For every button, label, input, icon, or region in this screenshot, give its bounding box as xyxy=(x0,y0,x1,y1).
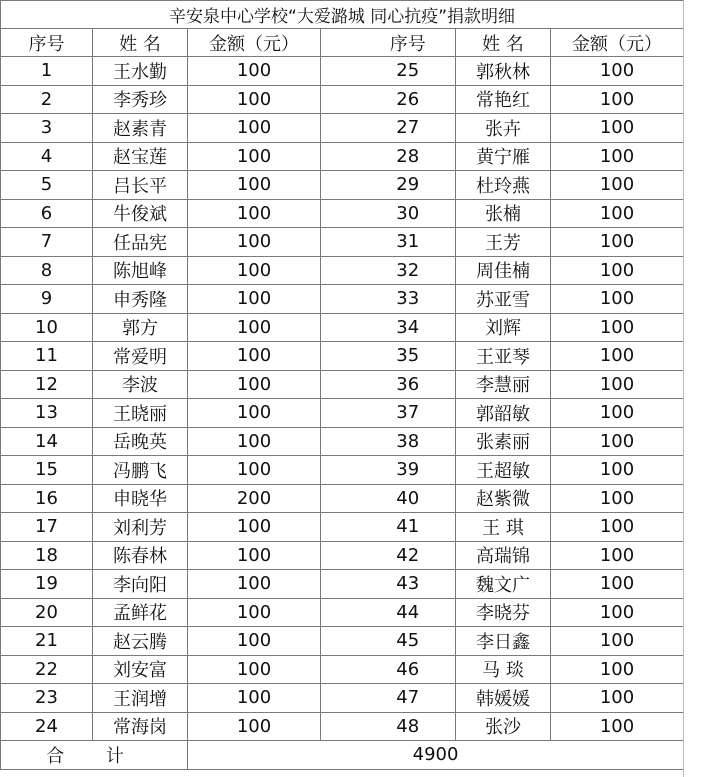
spacer-cell xyxy=(321,570,361,599)
name-cell-left: 李波 xyxy=(93,370,188,399)
name-cell-right: 李晓芬 xyxy=(456,598,551,627)
name-cell-left: 冯鹏飞 xyxy=(93,456,188,485)
name-cell-left: 陈旭峰 xyxy=(93,256,188,285)
header-amount-left: 金额（元） xyxy=(188,29,321,57)
amount-cell-right: 100 xyxy=(551,199,684,228)
table-row xyxy=(1,541,684,570)
seq-cell-left: 23 xyxy=(1,684,93,713)
total-value: 4900 xyxy=(188,741,684,770)
name-cell-left: 常爱明 xyxy=(93,342,188,371)
name-cell-right: 李日鑫 xyxy=(456,627,551,656)
table-row xyxy=(1,598,684,627)
table-title: 辛安泉中心学校“大爱潞城 同心抗疫”捐款明细 xyxy=(1,1,684,29)
total-row xyxy=(1,741,684,770)
seq-cell-left: 15 xyxy=(1,456,93,485)
header-amount-right: 金额（元） xyxy=(551,29,684,57)
name-cell-left: 王水勤 xyxy=(93,57,188,86)
seq-cell-right: 46 xyxy=(361,655,456,684)
seq-cell-left: 21 xyxy=(1,627,93,656)
total-label: 合 计 xyxy=(1,741,188,770)
name-cell-right: 周佳楠 xyxy=(456,256,551,285)
spacer-cell xyxy=(321,85,361,114)
table-row xyxy=(1,399,684,428)
seq-cell-left: 3 xyxy=(1,114,93,143)
table-row xyxy=(1,456,684,485)
name-cell-right: 张沙 xyxy=(456,712,551,741)
name-cell-right: 张卉 xyxy=(456,114,551,143)
name-cell-left: 王晓丽 xyxy=(93,399,188,428)
amount-cell-left: 200 xyxy=(188,484,321,513)
amount-cell-right: 100 xyxy=(551,627,684,656)
spacer-cell xyxy=(321,342,361,371)
name-cell-left: 刘安富 xyxy=(93,655,188,684)
spacer-cell xyxy=(321,456,361,485)
seq-cell-right: 28 xyxy=(361,142,456,171)
amount-cell-left: 100 xyxy=(188,57,321,86)
amount-cell-right: 100 xyxy=(551,541,684,570)
table-row xyxy=(1,570,684,599)
table-row xyxy=(1,256,684,285)
amount-cell-right: 100 xyxy=(551,513,684,542)
amount-cell-left: 100 xyxy=(188,627,321,656)
name-cell-right: 王芳 xyxy=(456,228,551,257)
amount-cell-right: 100 xyxy=(551,228,684,257)
table-row xyxy=(1,712,684,741)
name-cell-right: 王超敏 xyxy=(456,456,551,485)
table-row xyxy=(1,427,684,456)
name-cell-left: 申秀隆 xyxy=(93,285,188,314)
amount-cell-left: 100 xyxy=(188,570,321,599)
table-row xyxy=(1,513,684,542)
table-row xyxy=(1,85,684,114)
seq-cell-left: 13 xyxy=(1,399,93,428)
name-cell-right: 张楠 xyxy=(456,199,551,228)
spacer-cell xyxy=(321,427,361,456)
name-cell-right: 马 琰 xyxy=(456,655,551,684)
spacer-cell xyxy=(321,256,361,285)
seq-cell-right: 43 xyxy=(361,570,456,599)
name-cell-left: 刘利芳 xyxy=(93,513,188,542)
seq-cell-right: 37 xyxy=(361,399,456,428)
amount-cell-left: 100 xyxy=(188,541,321,570)
amount-cell-right: 100 xyxy=(551,85,684,114)
name-cell-left: 赵云腾 xyxy=(93,627,188,656)
seq-cell-left: 20 xyxy=(1,598,93,627)
table-row xyxy=(1,684,684,713)
table-row xyxy=(1,171,684,200)
spacer-cell xyxy=(321,598,361,627)
seq-cell-right: 35 xyxy=(361,342,456,371)
amount-cell-left: 100 xyxy=(188,456,321,485)
spacer-cell xyxy=(321,484,361,513)
seq-cell-left: 24 xyxy=(1,712,93,741)
seq-cell-left: 4 xyxy=(1,142,93,171)
header-row xyxy=(1,29,684,57)
table-row xyxy=(1,228,684,257)
spacer-cell xyxy=(321,114,361,143)
name-cell-left: 李秀珍 xyxy=(93,85,188,114)
amount-cell-right: 100 xyxy=(551,142,684,171)
amount-cell-left: 100 xyxy=(188,684,321,713)
amount-cell-left: 100 xyxy=(188,655,321,684)
table-row xyxy=(1,342,684,371)
seq-cell-left: 9 xyxy=(1,285,93,314)
amount-cell-right: 100 xyxy=(551,114,684,143)
spacer-cell xyxy=(321,199,361,228)
seq-cell-right: 34 xyxy=(361,313,456,342)
seq-cell-left: 12 xyxy=(1,370,93,399)
name-cell-left: 牛俊斌 xyxy=(93,199,188,228)
seq-cell-left: 11 xyxy=(1,342,93,371)
amount-cell-left: 100 xyxy=(188,712,321,741)
name-cell-left: 岳晚英 xyxy=(93,427,188,456)
seq-cell-right: 45 xyxy=(361,627,456,656)
amount-cell-left: 100 xyxy=(188,399,321,428)
seq-cell-left: 18 xyxy=(1,541,93,570)
table-row xyxy=(1,199,684,228)
seq-cell-right: 33 xyxy=(361,285,456,314)
name-cell-left: 李向阳 xyxy=(93,570,188,599)
spacer-cell xyxy=(321,228,361,257)
empty-column-area xyxy=(683,0,719,777)
seq-cell-right: 48 xyxy=(361,712,456,741)
amount-cell-right: 100 xyxy=(551,171,684,200)
seq-cell-right: 29 xyxy=(361,171,456,200)
amount-cell-right: 100 xyxy=(551,570,684,599)
seq-cell-right: 41 xyxy=(361,513,456,542)
amount-cell-right: 100 xyxy=(551,598,684,627)
amount-cell-right: 100 xyxy=(551,427,684,456)
seq-cell-right: 42 xyxy=(361,541,456,570)
seq-cell-right: 27 xyxy=(361,114,456,143)
name-cell-right: 高瑞锦 xyxy=(456,541,551,570)
amount-cell-left: 100 xyxy=(188,114,321,143)
amount-cell-right: 100 xyxy=(551,456,684,485)
seq-cell-right: 40 xyxy=(361,484,456,513)
seq-cell-left: 2 xyxy=(1,85,93,114)
table-row xyxy=(1,627,684,656)
spacer-cell xyxy=(321,627,361,656)
amount-cell-right: 100 xyxy=(551,342,684,371)
name-cell-left: 赵素青 xyxy=(93,114,188,143)
amount-cell-left: 100 xyxy=(188,285,321,314)
amount-cell-right: 100 xyxy=(551,484,684,513)
name-cell-left: 孟鲜花 xyxy=(93,598,188,627)
name-cell-right: 常艳红 xyxy=(456,85,551,114)
spacer-cell xyxy=(321,399,361,428)
amount-cell-right: 100 xyxy=(551,57,684,86)
title-row xyxy=(1,1,684,29)
name-cell-left: 常海岗 xyxy=(93,712,188,741)
table-row xyxy=(1,313,684,342)
seq-cell-left: 19 xyxy=(1,570,93,599)
name-cell-left: 赵宝莲 xyxy=(93,142,188,171)
amount-cell-right: 100 xyxy=(551,256,684,285)
spacer-cell xyxy=(321,370,361,399)
table-row xyxy=(1,655,684,684)
table-row xyxy=(1,370,684,399)
spacer-cell xyxy=(321,712,361,741)
seq-cell-left: 22 xyxy=(1,655,93,684)
amount-cell-left: 100 xyxy=(188,142,321,171)
seq-cell-right: 26 xyxy=(361,85,456,114)
spacer-cell xyxy=(321,313,361,342)
name-cell-right: 张素丽 xyxy=(456,427,551,456)
spacer-cell xyxy=(321,285,361,314)
amount-cell-left: 100 xyxy=(188,370,321,399)
name-cell-left: 吕长平 xyxy=(93,171,188,200)
header-spacer xyxy=(321,29,361,57)
seq-cell-left: 6 xyxy=(1,199,93,228)
seq-cell-right: 38 xyxy=(361,427,456,456)
amount-cell-left: 100 xyxy=(188,85,321,114)
name-cell-right: 李慧丽 xyxy=(456,370,551,399)
table-body xyxy=(1,57,684,741)
seq-cell-left: 8 xyxy=(1,256,93,285)
seq-cell-left: 1 xyxy=(1,57,93,86)
amount-cell-left: 100 xyxy=(188,342,321,371)
amount-cell-left: 100 xyxy=(188,228,321,257)
name-cell-right: 刘辉 xyxy=(456,313,551,342)
amount-cell-left: 100 xyxy=(188,598,321,627)
amount-cell-right: 100 xyxy=(551,370,684,399)
seq-cell-left: 5 xyxy=(1,171,93,200)
spacer-cell xyxy=(321,655,361,684)
amount-cell-right: 100 xyxy=(551,712,684,741)
seq-cell-left: 7 xyxy=(1,228,93,257)
name-cell-left: 申晓华 xyxy=(93,484,188,513)
amount-cell-right: 100 xyxy=(551,313,684,342)
amount-cell-left: 100 xyxy=(188,513,321,542)
seq-cell-right: 44 xyxy=(361,598,456,627)
table-row xyxy=(1,142,684,171)
amount-cell-right: 100 xyxy=(551,684,684,713)
table-row xyxy=(1,484,684,513)
header-seq-left: 序号 xyxy=(1,29,93,57)
name-cell-right: 郭秋林 xyxy=(456,57,551,86)
seq-cell-right: 31 xyxy=(361,228,456,257)
seq-cell-left: 14 xyxy=(1,427,93,456)
header-name-left: 姓 名 xyxy=(93,29,188,57)
amount-cell-left: 100 xyxy=(188,171,321,200)
seq-cell-right: 25 xyxy=(361,57,456,86)
spacer-cell xyxy=(321,142,361,171)
spacer-cell xyxy=(321,57,361,86)
name-cell-right: 王 琪 xyxy=(456,513,551,542)
seq-cell-left: 16 xyxy=(1,484,93,513)
amount-cell-right: 100 xyxy=(551,399,684,428)
amount-cell-left: 100 xyxy=(188,427,321,456)
amount-cell-right: 100 xyxy=(551,655,684,684)
table-row xyxy=(1,57,684,86)
amount-cell-left: 100 xyxy=(188,256,321,285)
name-cell-left: 陈春林 xyxy=(93,541,188,570)
name-cell-right: 赵紫微 xyxy=(456,484,551,513)
spacer-cell xyxy=(321,513,361,542)
name-cell-right: 黄宁雁 xyxy=(456,142,551,171)
spacer-cell xyxy=(321,541,361,570)
name-cell-right: 韩媛媛 xyxy=(456,684,551,713)
table-row xyxy=(1,114,684,143)
name-cell-right: 苏亚雪 xyxy=(456,285,551,314)
header-name-right: 姓 名 xyxy=(456,29,551,57)
amount-cell-left: 100 xyxy=(188,199,321,228)
seq-cell-right: 47 xyxy=(361,684,456,713)
seq-cell-right: 39 xyxy=(361,456,456,485)
table-row xyxy=(1,285,684,314)
seq-cell-left: 17 xyxy=(1,513,93,542)
name-cell-left: 任品宪 xyxy=(93,228,188,257)
seq-cell-right: 30 xyxy=(361,199,456,228)
amount-cell-right: 100 xyxy=(551,285,684,314)
seq-cell-right: 36 xyxy=(361,370,456,399)
amount-cell-left: 100 xyxy=(188,313,321,342)
name-cell-left: 王润增 xyxy=(93,684,188,713)
name-cell-left: 郭方 xyxy=(93,313,188,342)
seq-cell-right: 32 xyxy=(361,256,456,285)
header-seq-right: 序号 xyxy=(361,29,456,57)
name-cell-right: 魏文广 xyxy=(456,570,551,599)
seq-cell-left: 10 xyxy=(1,313,93,342)
name-cell-right: 王亚琴 xyxy=(456,342,551,371)
spacer-cell xyxy=(321,684,361,713)
name-cell-right: 郭韶敏 xyxy=(456,399,551,428)
name-cell-right: 杜玲燕 xyxy=(456,171,551,200)
spacer-cell xyxy=(321,171,361,200)
